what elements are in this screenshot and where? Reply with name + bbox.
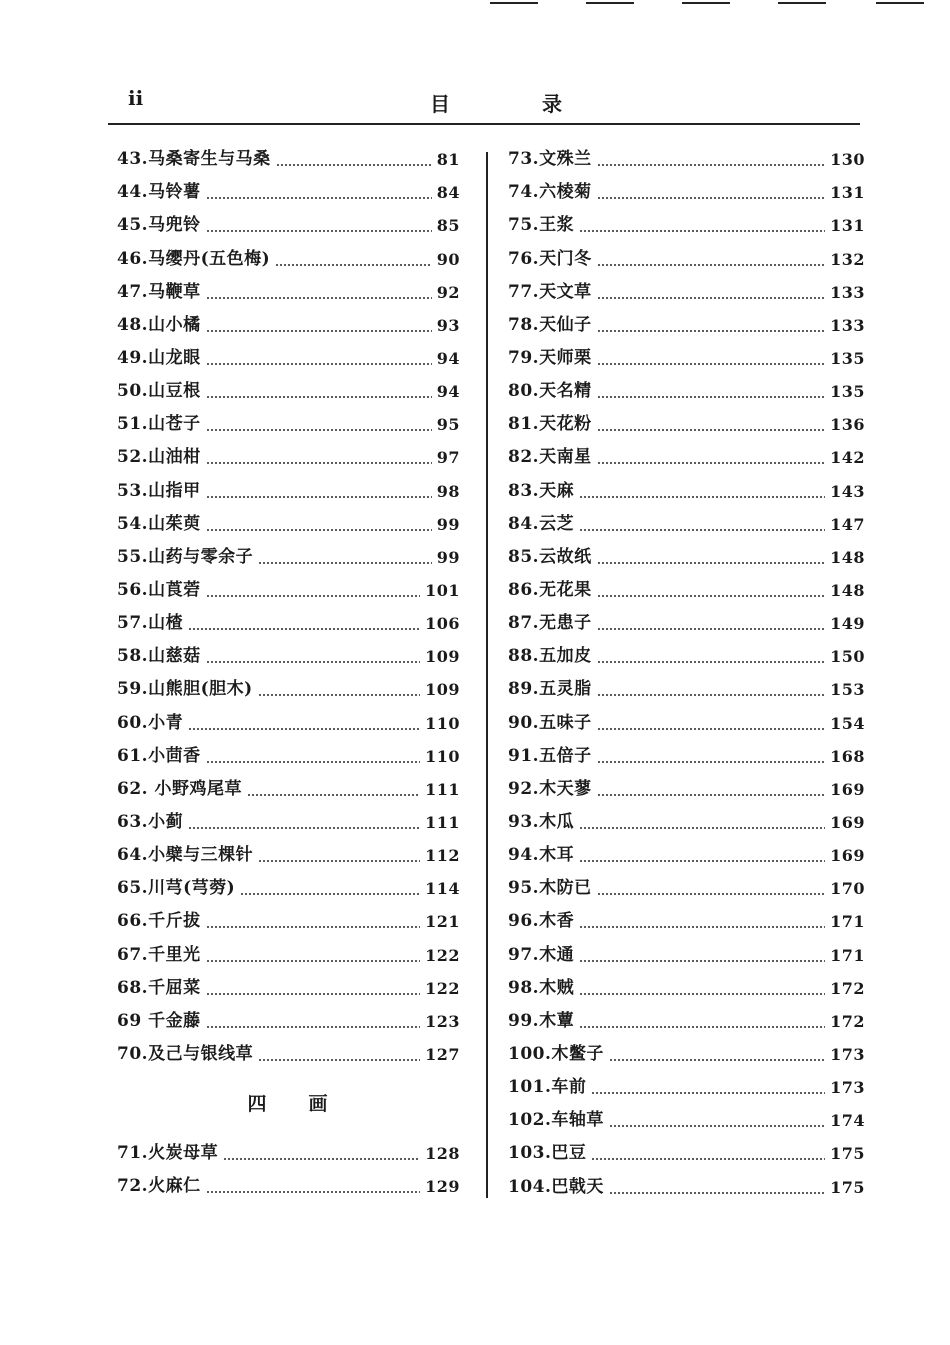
entry-page-number: 149 xyxy=(830,614,865,634)
entry-name: 70.及己与银线草 xyxy=(117,1043,254,1064)
entry-name: 55.山药与零余子 xyxy=(117,546,254,567)
dot-leader xyxy=(206,396,432,398)
toc-entry xyxy=(508,209,865,242)
dot-leader xyxy=(223,1158,420,1160)
toc-entry xyxy=(117,176,460,209)
dot-leader xyxy=(591,1158,825,1160)
entry-name: 75.王浆 xyxy=(508,215,575,236)
entry-page-number: 147 xyxy=(830,514,865,534)
entry-name: 86.无花果 xyxy=(508,579,592,600)
entry-page-number: 110 xyxy=(425,713,460,733)
entry-page-number: 148 xyxy=(830,580,865,600)
toc-entry xyxy=(508,806,865,839)
dot-leader xyxy=(579,860,825,862)
toc-entry xyxy=(117,872,460,905)
toc-entry xyxy=(117,474,460,507)
entry-page-number: 98 xyxy=(436,481,460,501)
toc-entry xyxy=(508,574,865,607)
entry-page-number: 175 xyxy=(830,1144,865,1164)
entry-name: 60.小青 xyxy=(117,712,184,733)
entry-name: 100.木鳖子 xyxy=(508,1043,604,1064)
dot-leader xyxy=(597,694,826,696)
entry-page-number: 169 xyxy=(830,779,865,799)
entry-page-number: 122 xyxy=(425,978,460,998)
entry-name: 49.山龙眼 xyxy=(117,347,201,368)
entry-name: 64.小檗与三棵针 xyxy=(117,845,254,866)
dot-leader xyxy=(206,197,432,199)
toc-entry xyxy=(508,872,865,905)
entry-page-number: 172 xyxy=(830,978,865,998)
page-title-part1: 目 xyxy=(430,92,450,116)
toc-entry xyxy=(508,1104,865,1137)
section-heading: 四画 xyxy=(247,1092,370,1115)
toc-entry xyxy=(508,342,865,375)
entry-page-number: 174 xyxy=(830,1111,865,1131)
dot-leader xyxy=(597,728,826,730)
entry-name: 77.天文草 xyxy=(508,281,592,302)
dot-leader xyxy=(258,860,420,862)
dot-leader xyxy=(188,728,420,730)
toc-entry xyxy=(117,773,460,806)
entry-page-number: 121 xyxy=(425,912,460,932)
entry-page-number: 173 xyxy=(830,1044,865,1064)
entry-page-number: 95 xyxy=(436,415,460,435)
dot-leader xyxy=(579,529,825,531)
page-header xyxy=(110,86,860,116)
dot-leader xyxy=(597,761,826,763)
entry-name: 69 千金藤 xyxy=(117,1010,201,1031)
entry-name: 43.马桑寄生与马桑 xyxy=(117,149,271,170)
dot-leader xyxy=(609,1125,825,1127)
entry-name: 92.木天蓼 xyxy=(508,778,592,799)
toc-entry xyxy=(508,541,865,574)
toc-entry xyxy=(117,508,460,541)
entry-page-number: 85 xyxy=(436,216,460,236)
entry-name: 61.小茴香 xyxy=(117,745,201,766)
entry-page-number: 169 xyxy=(830,846,865,866)
entry-page-number: 171 xyxy=(830,945,865,965)
dot-leader xyxy=(597,396,826,398)
toc-entry xyxy=(508,276,865,309)
page-title-part2: 录 xyxy=(542,92,562,116)
dot-leader xyxy=(275,264,432,266)
toc-entry xyxy=(117,342,460,375)
entry-name: 57.山楂 xyxy=(117,613,184,634)
entry-name: 101.车前 xyxy=(508,1077,587,1098)
toc-entry xyxy=(508,740,865,773)
entry-name: 52.山油柑 xyxy=(117,447,201,468)
toc-entry xyxy=(117,574,460,607)
dot-leader xyxy=(579,993,825,995)
toc-entry xyxy=(508,938,865,971)
entry-name: 73.文殊兰 xyxy=(508,149,592,170)
dot-leader xyxy=(206,429,432,431)
toc-entry xyxy=(508,1170,865,1203)
entry-name: 98.木贼 xyxy=(508,977,575,998)
entry-page-number: 101 xyxy=(425,580,460,600)
entry-page-number: 94 xyxy=(436,382,460,402)
entry-name: 74.六棱菊 xyxy=(508,182,592,203)
dot-leader xyxy=(597,330,826,332)
toc-entry xyxy=(117,276,460,309)
column-divider xyxy=(486,152,488,1198)
entry-name: 81.天花粉 xyxy=(508,414,592,435)
toc-entry xyxy=(508,242,865,275)
dot-leader xyxy=(579,960,825,962)
toc-entry xyxy=(508,972,865,1005)
entry-page-number: 111 xyxy=(425,779,460,799)
scan-top-marks xyxy=(0,0,950,6)
entry-page-number: 130 xyxy=(830,150,865,170)
entry-name: 93.木瓜 xyxy=(508,811,575,832)
entry-page-number: 135 xyxy=(830,382,865,402)
dot-leader xyxy=(579,1026,825,1028)
dot-leader xyxy=(206,363,432,365)
entry-name: 79.天师栗 xyxy=(508,347,592,368)
dot-leader xyxy=(579,926,825,928)
entry-page-number: 133 xyxy=(830,282,865,302)
toc-entry xyxy=(508,773,865,806)
entry-page-number: 92 xyxy=(436,282,460,302)
dot-leader xyxy=(206,330,432,332)
entry-page-number: 112 xyxy=(425,846,460,866)
entry-name: 56.山莨菪 xyxy=(117,579,201,600)
left-entries-after xyxy=(117,1137,460,1203)
entry-name: 45.马兜铃 xyxy=(117,215,201,236)
right-column xyxy=(508,143,865,1204)
entry-page-number: 168 xyxy=(830,746,865,766)
dot-leader xyxy=(597,363,826,365)
toc-entry xyxy=(508,1137,865,1170)
entry-page-number: 175 xyxy=(830,1177,865,1197)
entry-page-number: 136 xyxy=(830,415,865,435)
toc-entry xyxy=(117,839,460,872)
entry-name: 53.山指甲 xyxy=(117,480,201,501)
toc-entry xyxy=(508,673,865,706)
toc-entry xyxy=(508,640,865,673)
dot-leader xyxy=(597,197,826,199)
entry-name: 68.千屈菜 xyxy=(117,977,201,998)
entry-name: 88.五加皮 xyxy=(508,646,592,667)
dot-leader xyxy=(206,496,432,498)
entry-name: 102.车轴草 xyxy=(508,1110,604,1131)
dot-leader xyxy=(579,496,825,498)
toc-entry xyxy=(117,740,460,773)
entry-page-number: 143 xyxy=(830,481,865,501)
left-entries xyxy=(117,143,460,1071)
toc-entry xyxy=(508,839,865,872)
toc-entry xyxy=(117,1137,460,1170)
entry-name: 51.山苍子 xyxy=(117,414,201,435)
toc-entry xyxy=(117,209,460,242)
entry-page-number: 94 xyxy=(436,348,460,368)
dot-leader xyxy=(206,661,421,663)
dot-leader xyxy=(597,562,826,564)
entry-page-number: 110 xyxy=(425,746,460,766)
dot-leader xyxy=(206,462,432,464)
entry-page-number: 154 xyxy=(830,713,865,733)
dot-leader xyxy=(597,628,826,630)
entry-page-number: 170 xyxy=(830,879,865,899)
toc-entry xyxy=(508,176,865,209)
dot-leader xyxy=(276,164,432,166)
entry-page-number: 129 xyxy=(425,1177,460,1197)
entry-page-number: 127 xyxy=(425,1044,460,1064)
toc-entry xyxy=(117,242,460,275)
entry-page-number: 111 xyxy=(425,812,460,832)
dot-leader xyxy=(597,164,826,166)
entry-page-number: 106 xyxy=(425,614,460,634)
entry-page-number: 114 xyxy=(425,879,460,899)
entry-name: 104.巴戟天 xyxy=(508,1176,604,1197)
entry-name: 48.山小橘 xyxy=(117,314,201,335)
entry-page-number: 131 xyxy=(830,216,865,236)
entry-name: 82.天南星 xyxy=(508,447,592,468)
dot-leader xyxy=(579,827,825,829)
toc-entry xyxy=(117,1005,460,1038)
dot-leader xyxy=(597,264,826,266)
entry-name: 84.云芝 xyxy=(508,513,575,534)
toc-entry xyxy=(117,1038,460,1071)
entry-name: 95.木防已 xyxy=(508,878,592,899)
toc-entry xyxy=(117,938,460,971)
entry-page-number: 172 xyxy=(830,1011,865,1031)
entry-page-number: 90 xyxy=(436,249,460,269)
dot-leader xyxy=(206,230,432,232)
entry-page-number: 173 xyxy=(830,1078,865,1098)
dot-leader xyxy=(597,794,826,796)
toc-entry xyxy=(117,541,460,574)
toc-entry xyxy=(508,309,865,342)
entry-page-number: 133 xyxy=(830,315,865,335)
dot-leader xyxy=(206,1026,421,1028)
toc-entry xyxy=(508,1038,865,1071)
toc-entry xyxy=(117,375,460,408)
toc-entry xyxy=(117,706,460,739)
entry-page-number: 123 xyxy=(425,1011,460,1031)
toc-entry xyxy=(508,905,865,938)
entry-name: 66.千斤拔 xyxy=(117,911,201,932)
dot-leader xyxy=(609,1192,825,1194)
dot-leader xyxy=(591,1092,825,1094)
entry-name: 96.木香 xyxy=(508,911,575,932)
entry-name: 50.山豆根 xyxy=(117,381,201,402)
dot-leader xyxy=(609,1059,825,1061)
entry-page-number: 128 xyxy=(425,1144,460,1164)
toc-entry xyxy=(117,441,460,474)
dot-leader xyxy=(206,761,421,763)
entry-name: 59.山熊胆(胆木) xyxy=(117,679,253,700)
toc-entry xyxy=(117,309,460,342)
toc-entry xyxy=(117,972,460,1005)
entry-name: 97.木通 xyxy=(508,944,575,965)
entry-name: 72.火麻仁 xyxy=(117,1176,201,1197)
dot-leader xyxy=(188,628,420,630)
toc-entry xyxy=(508,607,865,640)
toc-entry xyxy=(117,143,460,176)
toc-entry xyxy=(508,474,865,507)
dot-leader xyxy=(240,893,420,895)
entry-page-number: 132 xyxy=(830,249,865,269)
dot-leader xyxy=(188,827,420,829)
toc-entry xyxy=(117,640,460,673)
entry-name: 83.天麻 xyxy=(508,480,575,501)
entry-page-number: 148 xyxy=(830,547,865,567)
dot-leader xyxy=(597,595,826,597)
entry-page-number: 153 xyxy=(830,680,865,700)
dot-leader xyxy=(597,661,826,663)
dot-leader xyxy=(206,1191,421,1193)
entry-page-number: 109 xyxy=(425,647,460,667)
entry-name: 65.川芎(芎䓖) xyxy=(117,878,236,899)
toc-entry xyxy=(508,143,865,176)
header-rule xyxy=(108,123,860,125)
toc-entry xyxy=(508,508,865,541)
entry-name: 76.天门冬 xyxy=(508,248,592,269)
entry-page-number: 97 xyxy=(436,448,460,468)
toc-entry xyxy=(508,706,865,739)
toc-entry xyxy=(117,806,460,839)
dot-leader xyxy=(597,893,826,895)
right-entries xyxy=(508,143,865,1204)
entry-page-number: 99 xyxy=(436,514,460,534)
entry-name: 89.五灵脂 xyxy=(508,679,592,700)
entry-name: 91.五倍子 xyxy=(508,745,592,766)
dot-leader xyxy=(206,529,432,531)
dot-leader xyxy=(206,993,421,995)
toc-entry xyxy=(117,905,460,938)
dot-leader xyxy=(206,595,421,597)
entry-name: 90.五味子 xyxy=(508,712,592,733)
entry-page-number: 99 xyxy=(436,547,460,567)
entry-name: 46.马缨丹(五色梅) xyxy=(117,248,271,269)
entry-name: 85.云故纸 xyxy=(508,546,592,567)
toc-entry xyxy=(508,375,865,408)
entry-page-number: 142 xyxy=(830,448,865,468)
entry-name: 47.马鞭草 xyxy=(117,281,201,302)
entry-page-number: 171 xyxy=(830,912,865,932)
dot-leader xyxy=(597,429,826,431)
toc-entry xyxy=(508,1005,865,1038)
dot-leader xyxy=(206,960,421,962)
entry-name: 44.马铃薯 xyxy=(117,182,201,203)
toc-entry xyxy=(117,1170,460,1203)
toc-entry xyxy=(508,1071,865,1104)
entry-name: 87.无患子 xyxy=(508,613,592,634)
entry-name: 67.千里光 xyxy=(117,944,201,965)
entry-name: 80.天名精 xyxy=(508,381,592,402)
entry-page-number: 135 xyxy=(830,348,865,368)
dot-leader xyxy=(258,562,432,564)
page-number: ii xyxy=(128,86,144,110)
entry-name: 103.巴豆 xyxy=(508,1143,587,1164)
entry-page-number: 84 xyxy=(436,183,460,203)
entry-page-number: 81 xyxy=(436,150,460,170)
toc-entry xyxy=(508,408,865,441)
entry-name: 54.山茱萸 xyxy=(117,513,201,534)
entry-page-number: 122 xyxy=(425,945,460,965)
entry-page-number: 93 xyxy=(436,315,460,335)
entry-name: 94.木耳 xyxy=(508,845,575,866)
entry-name: 78.天仙子 xyxy=(508,314,592,335)
entry-name: 62. 小野鸡尾草 xyxy=(117,778,242,799)
entry-name: 58.山慈菇 xyxy=(117,646,201,667)
toc-entry xyxy=(117,673,460,706)
dot-leader xyxy=(258,1059,420,1061)
toc-entry xyxy=(117,607,460,640)
dot-leader xyxy=(597,462,826,464)
toc-entry xyxy=(117,408,460,441)
left-column xyxy=(117,143,460,1203)
entry-page-number: 150 xyxy=(830,647,865,667)
dot-leader xyxy=(247,794,420,796)
entry-page-number: 109 xyxy=(425,680,460,700)
entry-name: 99.木蕈 xyxy=(508,1010,575,1031)
dot-leader xyxy=(579,230,825,232)
dot-leader xyxy=(597,297,826,299)
entry-page-number: 169 xyxy=(830,812,865,832)
dot-leader xyxy=(258,694,420,696)
entry-name: 71.火炭母草 xyxy=(117,1143,219,1164)
entry-page-number: 131 xyxy=(830,183,865,203)
entry-name: 63.小蓟 xyxy=(117,811,184,832)
dot-leader xyxy=(206,926,421,928)
dot-leader xyxy=(206,297,432,299)
toc-entry xyxy=(508,441,865,474)
